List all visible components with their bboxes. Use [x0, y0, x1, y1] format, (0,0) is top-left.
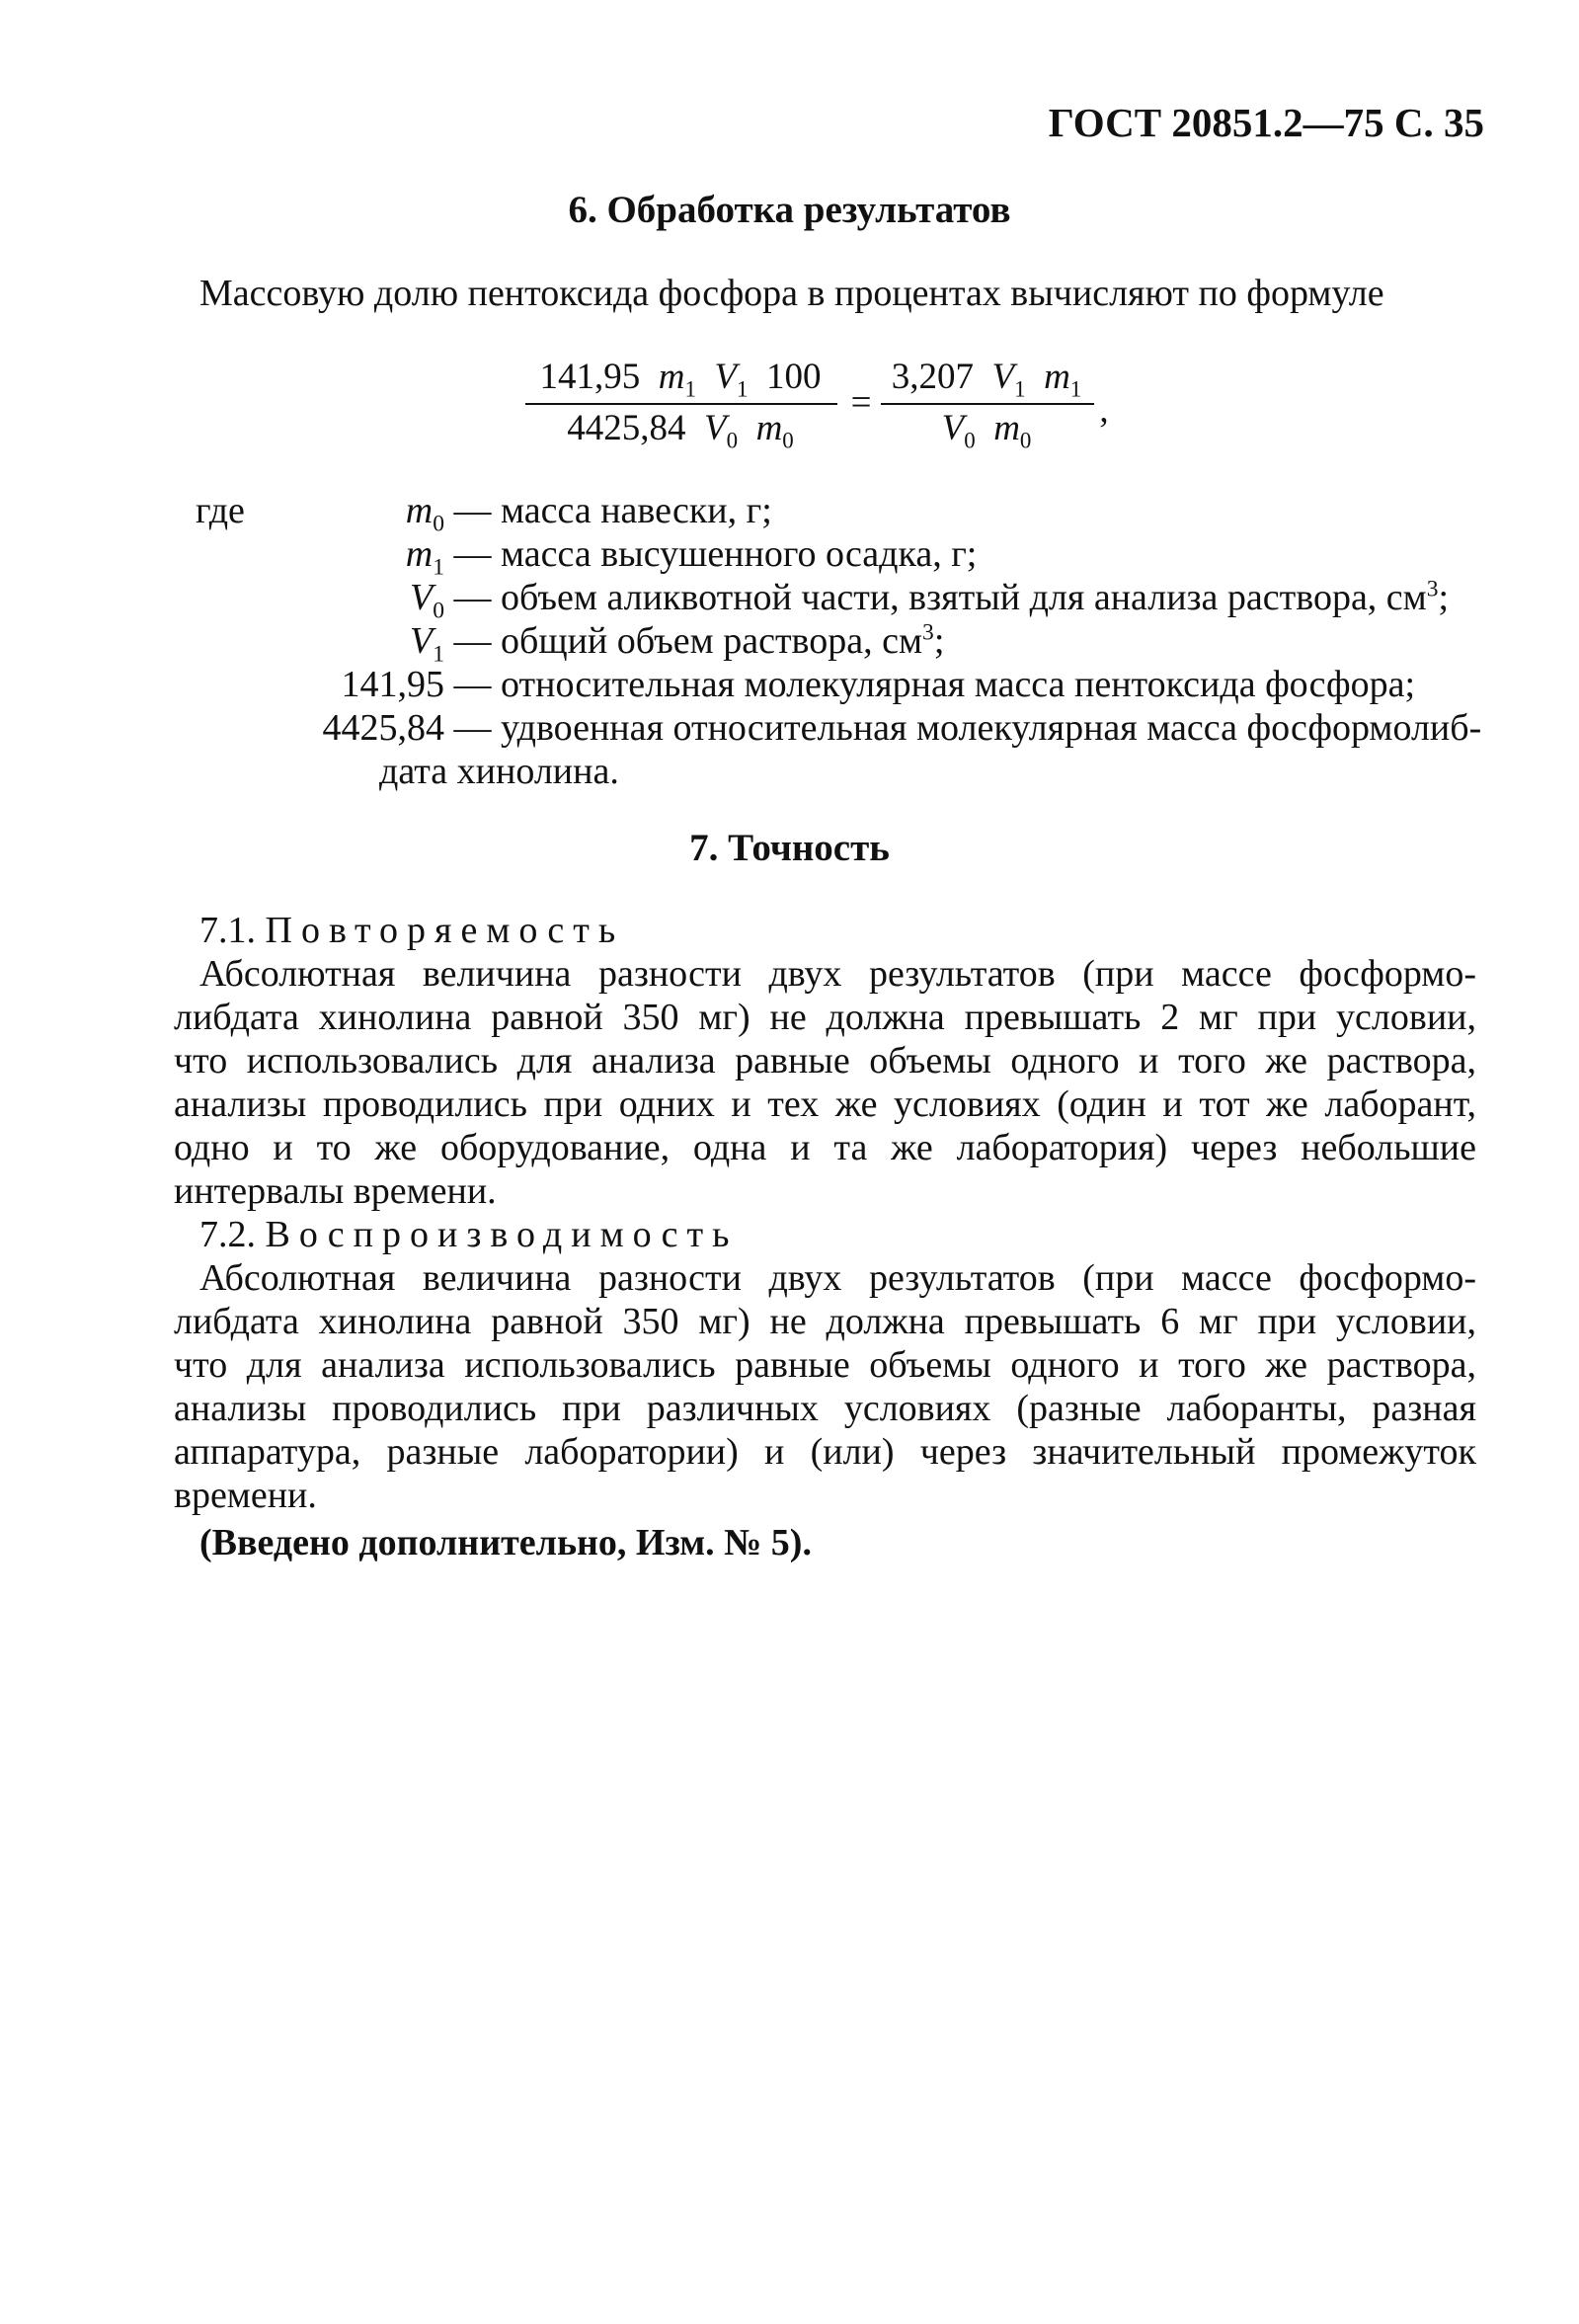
- definition-symbol: [247, 532, 444, 581]
- definition-symbol: [247, 619, 444, 668]
- paragraph-line: либдата хинолина равной 350 мг) не должна превышать 6 мг при условии,: [174, 1301, 1476, 1342]
- definition-item: [247, 532, 978, 581]
- symbol-letter: V: [410, 620, 434, 662]
- definition-text: — масса высушенного осадка, г;: [444, 533, 978, 575]
- section-6-title: 6. Обработка результатов: [568, 189, 1011, 231]
- formula-sub: 1: [684, 376, 696, 402]
- formula-var: m: [658, 357, 685, 397]
- definition-symbol: [247, 489, 444, 537]
- definition-punct: ;: [933, 620, 945, 662]
- definition-item: [247, 576, 1450, 624]
- definition-item: [247, 663, 1415, 706]
- definition-continuation: дата хинолина.: [379, 751, 619, 792]
- definition-text: — объем аликвотной части, взятый для анализа раствора, см: [444, 577, 1427, 618]
- subsection-title: Воспроизводимость: [265, 1214, 739, 1255]
- formula-left-numerator: [523, 356, 837, 402]
- formula-left-denominator: [523, 407, 837, 453]
- formula-var: m: [755, 408, 783, 448]
- unit-superscript: 3: [1426, 576, 1439, 602]
- symbol-sub: 0: [433, 598, 444, 624]
- paragraph-line: либдата хинолина равной 350 мг) не должна превышать 2 мг при условии,: [174, 997, 1476, 1038]
- definition-text: — относительная молекулярная масса пентоксида фосфора;: [444, 664, 1416, 705]
- paragraph-line: Абсолютная величина разности двух результатов (при массе фосформо-: [199, 953, 1476, 995]
- subsection-number: 7.1.: [199, 910, 266, 951]
- symbol-letter: m: [405, 533, 434, 575]
- subsection-7-2-heading: [199, 1213, 738, 1256]
- formula-const: 4425,84: [567, 408, 686, 448]
- definition-constant: 141,95: [341, 664, 444, 705]
- section-7-title: 7. Точность: [689, 827, 890, 869]
- definition-item: [247, 489, 772, 537]
- formula-var: V: [703, 408, 727, 448]
- symbol-sub: 0: [433, 511, 444, 537]
- formula-const: 3,207: [891, 357, 974, 397]
- formula-comma: ,: [1099, 390, 1109, 431]
- where-word: где: [196, 490, 245, 531]
- formula-equals: =: [850, 382, 872, 423]
- formula-right-denominator: [879, 407, 1094, 453]
- definition-text: — удвоенная относительная молекулярная масса фосформолиб-: [444, 707, 1482, 749]
- definition-constant: 4425,84: [322, 707, 444, 749]
- subsection-7-1-heading: [199, 909, 624, 952]
- definition-item: [247, 706, 1481, 750]
- formula-var: V: [714, 357, 738, 397]
- definition-text: — общий объем раствора, см: [444, 620, 923, 662]
- definition-item: [247, 619, 945, 668]
- formula-var: V: [941, 408, 965, 448]
- unit-superscript: 3: [922, 619, 934, 646]
- formula-sub: 1: [737, 376, 749, 402]
- subsection-title: Повторяемость: [265, 910, 625, 951]
- paragraph-line: времени.: [174, 1475, 317, 1516]
- symbol-letter: V: [410, 577, 434, 618]
- formula-var: m: [1044, 357, 1070, 397]
- paragraph-line: что использовались для анализа равные объемы одного и того же раствора,: [174, 1040, 1476, 1082]
- formula-sub: 1: [1014, 376, 1026, 402]
- definition-text: — масса навески, г;: [444, 490, 772, 531]
- formula-var: V: [991, 357, 1015, 397]
- formula-sub: 0: [782, 428, 794, 453]
- paragraph-line: анализы проводились при различных условиях (разные лаборанты, разная: [174, 1388, 1476, 1429]
- formula-right-numerator: [879, 356, 1094, 402]
- formula-const: 141,95: [539, 357, 641, 397]
- fraction-bar: [881, 403, 1094, 405]
- paragraph-line: что для анализа использовались равные объемы одного и того же раствора,: [174, 1344, 1476, 1386]
- fraction-bar: [525, 403, 837, 405]
- symbol-letter: m: [405, 490, 434, 531]
- formula-sub: 0: [1019, 428, 1032, 453]
- formula-sub: 0: [964, 428, 976, 453]
- paragraph-line: Абсолютная величина разности двух результатов (при массе фосформо-: [199, 1257, 1476, 1299]
- definition-punct: ;: [1438, 577, 1450, 618]
- paragraph-line: одно и то же оборудование, одна и та же лаборатория) через небольшие: [174, 1127, 1476, 1168]
- definition-symbol: [247, 576, 444, 624]
- paragraph-line: интервалы времени.: [174, 1170, 497, 1212]
- formula-sub: 0: [726, 428, 739, 453]
- document-header: ГОСТ 20851.2—75 С. 35: [1048, 100, 1484, 145]
- symbol-sub: 1: [433, 641, 444, 668]
- paragraph-line: анализы проводились при одних и тех же условиях (один и тот же лаборант,: [174, 1083, 1476, 1125]
- subsection-number: 7.2.: [199, 1214, 266, 1255]
- formula-var: m: [993, 408, 1020, 448]
- amendment-note: (Введено дополнительно, Изм. № 5).: [199, 1522, 812, 1563]
- formula-sub: 1: [1069, 376, 1082, 402]
- formula-const: 100: [766, 357, 822, 397]
- symbol-sub: 1: [433, 554, 444, 581]
- paragraph-line: аппаратура, разные лаборатории) и (или) через значительный промежуток: [174, 1431, 1476, 1473]
- formula-intro: Массовую долю пентоксида фосфора в процентах вычисляют по формуле: [199, 273, 1384, 314]
